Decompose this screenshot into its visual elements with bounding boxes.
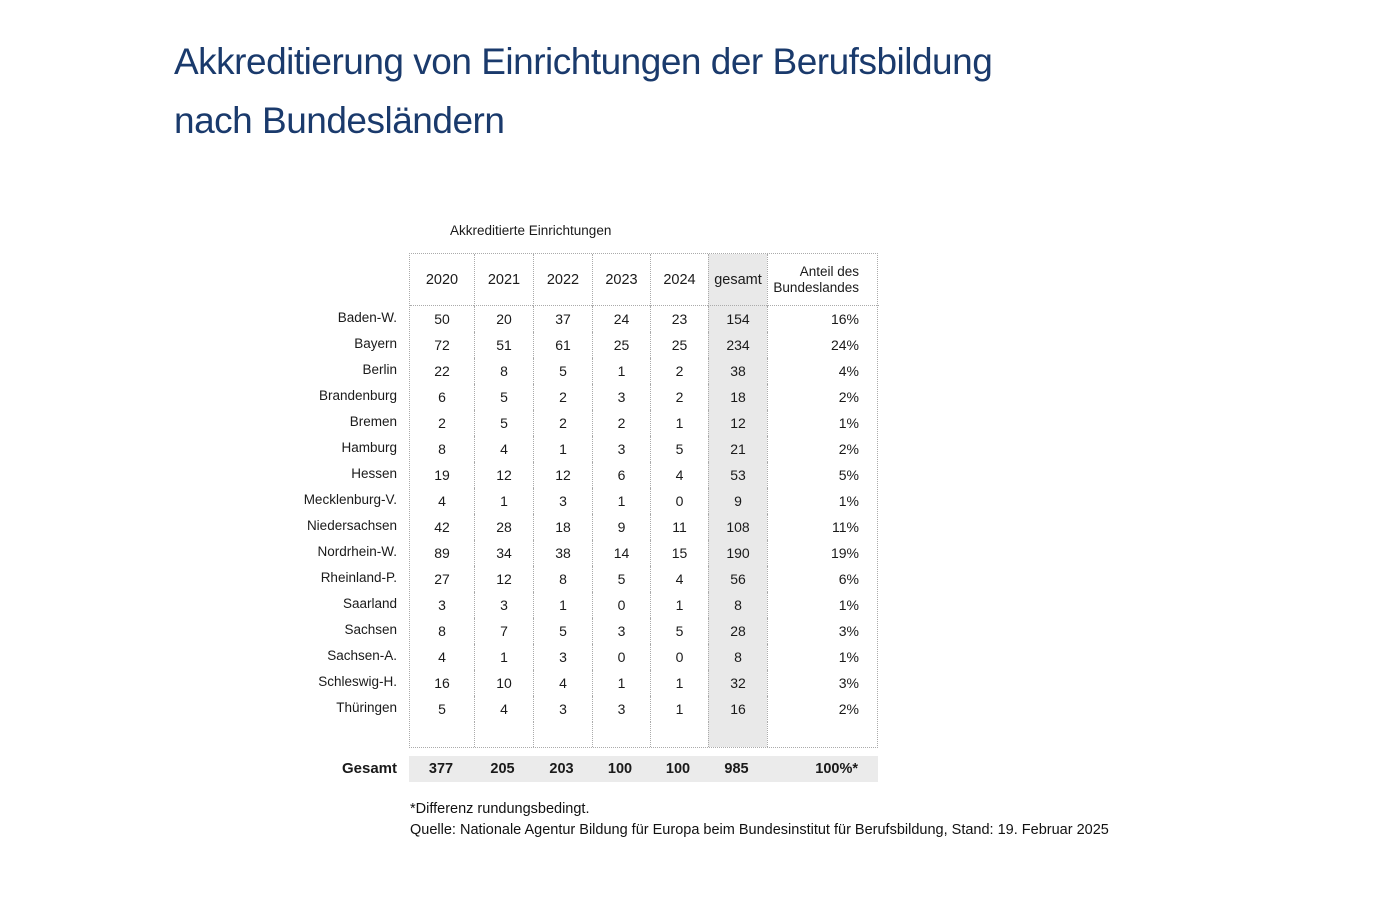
table-cell-gesamt: 8	[708, 592, 767, 618]
table-cell-anteil: 2%	[767, 436, 879, 462]
table-cell: 3	[592, 696, 650, 722]
total-cell-gesamt: 985	[724, 761, 749, 777]
table-cell: 34	[474, 540, 533, 566]
table-cell-gesamt: 53	[708, 462, 767, 488]
table-cell: 12	[474, 566, 533, 592]
table-cell: 2	[533, 384, 592, 410]
table-cell: 1	[650, 592, 708, 618]
table-cell: 2	[650, 384, 708, 410]
total-cell: 377	[428, 761, 454, 777]
table-cell: 51	[474, 332, 533, 358]
table-cell-gesamt: 154	[708, 306, 767, 332]
total-row	[409, 756, 878, 782]
table-cell-gesamt: 190	[708, 540, 767, 566]
footnote-rounding: *Differenz rundungsbedingt.	[410, 801, 590, 817]
table-cell-gesamt: 28	[708, 618, 767, 644]
table-cell: 7	[474, 618, 533, 644]
table-cell: 25	[650, 332, 708, 358]
table-cell: 2	[592, 410, 650, 436]
spacer-cell	[533, 722, 592, 747]
table-cell-gesamt: 56	[708, 566, 767, 592]
table-cell: 8	[474, 358, 533, 384]
table-cell: 12	[474, 462, 533, 488]
table-cell: 18	[533, 514, 592, 540]
table-cell: 1	[650, 696, 708, 722]
table-cell: 2	[650, 358, 708, 384]
table-cell: 61	[533, 332, 592, 358]
row-label: Hessen	[351, 466, 397, 481]
table-cell-anteil: 11%	[767, 514, 879, 540]
table-cell: 4	[533, 670, 592, 696]
table-cell: 22	[434, 363, 450, 379]
table-cell: 11	[650, 514, 708, 540]
table-cell-gesamt: 12	[708, 410, 767, 436]
table-cell: 3	[438, 597, 446, 613]
table-cell: 38	[533, 540, 592, 566]
table-cell: 37	[533, 306, 592, 332]
spacer-cell	[767, 722, 879, 747]
table-cell: 4	[438, 649, 446, 665]
row-label: Thüringen	[336, 700, 397, 715]
table-cell-gesamt: 8	[708, 644, 767, 670]
table-cell: 16	[434, 675, 450, 691]
column-header-2024: 2024	[650, 254, 708, 306]
table-cell: 0	[592, 592, 650, 618]
row-label: Sachsen-A.	[327, 648, 397, 663]
table-cell: 1	[592, 488, 650, 514]
total-cell: 205	[490, 761, 515, 777]
table-cell: 72	[434, 337, 450, 353]
table-cell: 3	[592, 436, 650, 462]
anteil-header-line2: Bundeslandes	[773, 279, 859, 295]
page-title	[174, 32, 1254, 150]
table-cell: 3	[533, 488, 592, 514]
table-cell: 1	[533, 592, 592, 618]
table-cell-anteil: 1%	[767, 592, 879, 618]
table-cell-gesamt: 21	[708, 436, 767, 462]
table-cell-anteil: 5%	[767, 462, 879, 488]
table-cell: 1	[474, 488, 533, 514]
table-cell: 5	[438, 701, 446, 717]
table-cell: 0	[650, 488, 708, 514]
spacer-cell	[708, 722, 767, 747]
table-cell-anteil: 1%	[767, 644, 879, 670]
row-label: Saarland	[342, 596, 397, 611]
total-cell: 203	[549, 761, 574, 777]
total-cell-anteil: 100%*	[815, 761, 858, 777]
table-cell: 9	[592, 514, 650, 540]
table-cell-anteil: 19%	[767, 540, 879, 566]
row-label: Mecklenburg-V.	[303, 492, 397, 507]
table-cell: 15	[650, 540, 708, 566]
table-cell: 3	[592, 618, 650, 644]
table-cell: 5	[474, 384, 533, 410]
table-cell-anteil: 6%	[767, 566, 879, 592]
table-cell-gesamt: 16	[708, 696, 767, 722]
spacer-cell	[650, 722, 708, 747]
row-label: Brandenburg	[318, 388, 397, 403]
table-cell: 19	[434, 467, 450, 483]
table-cell-anteil: 4%	[767, 358, 879, 384]
table-cell: 42	[434, 519, 450, 535]
table-cell: 0	[592, 644, 650, 670]
table-cell: 5	[592, 566, 650, 592]
table-cell-anteil: 16%	[767, 306, 879, 332]
table-cell: 5	[650, 436, 708, 462]
total-row-label: Gesamt	[341, 760, 397, 777]
anteil-header-line1: Anteil des	[799, 263, 859, 279]
table-cell: 27	[434, 571, 450, 587]
row-label: Berlin	[362, 362, 397, 377]
table-cell: 3	[592, 384, 650, 410]
table-cell: 8	[533, 566, 592, 592]
table-cell: 4	[650, 566, 708, 592]
table-cell: 3	[533, 644, 592, 670]
table-cell: 14	[592, 540, 650, 566]
table-cell: 3	[533, 696, 592, 722]
table-cell: 1	[592, 670, 650, 696]
table-cell: 1	[474, 644, 533, 670]
table-cell: 28	[474, 514, 533, 540]
table-cell: 2	[438, 415, 446, 431]
table-cell: 6	[592, 462, 650, 488]
table-cell: 5	[533, 618, 592, 644]
row-label: Bayern	[354, 336, 397, 351]
row-label: Baden-W.	[337, 310, 397, 325]
table-cell: 25	[592, 332, 650, 358]
spacer-cell	[410, 722, 474, 747]
footnote-source: Quelle: Nationale Agentur Bildung für Europa beim Bundesinstitut für Berufsbildung, Stand: 19. Februar 2025	[410, 822, 1109, 838]
row-label: Hamburg	[341, 440, 397, 455]
table-cell: 1	[650, 410, 708, 436]
anteil-column-header	[767, 254, 879, 306]
table-cell-anteil: 1%	[767, 410, 879, 436]
table-cell: 2	[533, 410, 592, 436]
row-label: Sachsen	[344, 622, 397, 637]
page-title-line2: nach Bundesländern	[174, 100, 505, 141]
footnotes	[410, 799, 1109, 841]
table-cell: 3	[474, 592, 533, 618]
total-cell: 100	[607, 761, 633, 777]
table-cell: 89	[434, 545, 450, 561]
table-cell-anteil: 3%	[767, 670, 879, 696]
table-cell: 4	[650, 462, 708, 488]
table-cell: 1	[592, 358, 650, 384]
column-header-2023: 2023	[592, 254, 650, 306]
gesamt-column-header: gesamt	[708, 254, 767, 306]
table-cell: 8	[438, 441, 446, 457]
table-cell: 12	[533, 462, 592, 488]
table-cell-gesamt: 234	[708, 332, 767, 358]
table-cell: 23	[650, 306, 708, 332]
row-label: Schleswig-H.	[318, 674, 397, 689]
column-header-2020: 2020	[410, 254, 474, 306]
table-caption: Akkreditierte Einrichtungen	[450, 223, 612, 238]
spacer-cell	[474, 722, 533, 747]
column-header-2021: 2021	[474, 254, 533, 306]
row-label: Rheinland-P.	[320, 570, 397, 585]
table-cell-gesamt: 108	[708, 514, 767, 540]
row-label: Niedersachsen	[306, 518, 397, 533]
row-label-column	[150, 305, 397, 721]
table-cell-anteil: 3%	[767, 618, 879, 644]
table-cell-gesamt: 18	[708, 384, 767, 410]
spacer-cell	[592, 722, 650, 747]
table-cell: 10	[474, 670, 533, 696]
row-label: Bremen	[349, 414, 397, 429]
table-cell: 0	[650, 644, 708, 670]
total-cell: 100	[665, 761, 691, 777]
table-cell: 6	[438, 389, 446, 405]
accreditation-table	[409, 253, 878, 748]
table-cell: 20	[474, 306, 533, 332]
table-cell-gesamt: 32	[708, 670, 767, 696]
table-cell: 5	[474, 410, 533, 436]
table-cell-anteil: 2%	[767, 696, 879, 722]
row-label: Nordrhein-W.	[317, 544, 397, 559]
table-cell: 1	[650, 670, 708, 696]
table-cell: 4	[474, 436, 533, 462]
table-cell-anteil: 2%	[767, 384, 879, 410]
table-cell-anteil: 24%	[767, 332, 879, 358]
table-cell-gesamt: 9	[708, 488, 767, 514]
table-cell: 4	[438, 493, 446, 509]
table-cell: 1	[533, 436, 592, 462]
table-cell: 8	[438, 623, 446, 639]
page-title-line1: Akkreditierung von Einrichtungen der Berufsbildung	[174, 41, 993, 82]
table-cell-anteil: 1%	[767, 488, 879, 514]
table-cell: 50	[434, 311, 450, 327]
table-cell-gesamt: 38	[708, 358, 767, 384]
table-cell: 5	[650, 618, 708, 644]
table-cell: 5	[533, 358, 592, 384]
column-header-2022: 2022	[533, 254, 592, 306]
table-cell: 4	[474, 696, 533, 722]
table-cell: 24	[592, 306, 650, 332]
